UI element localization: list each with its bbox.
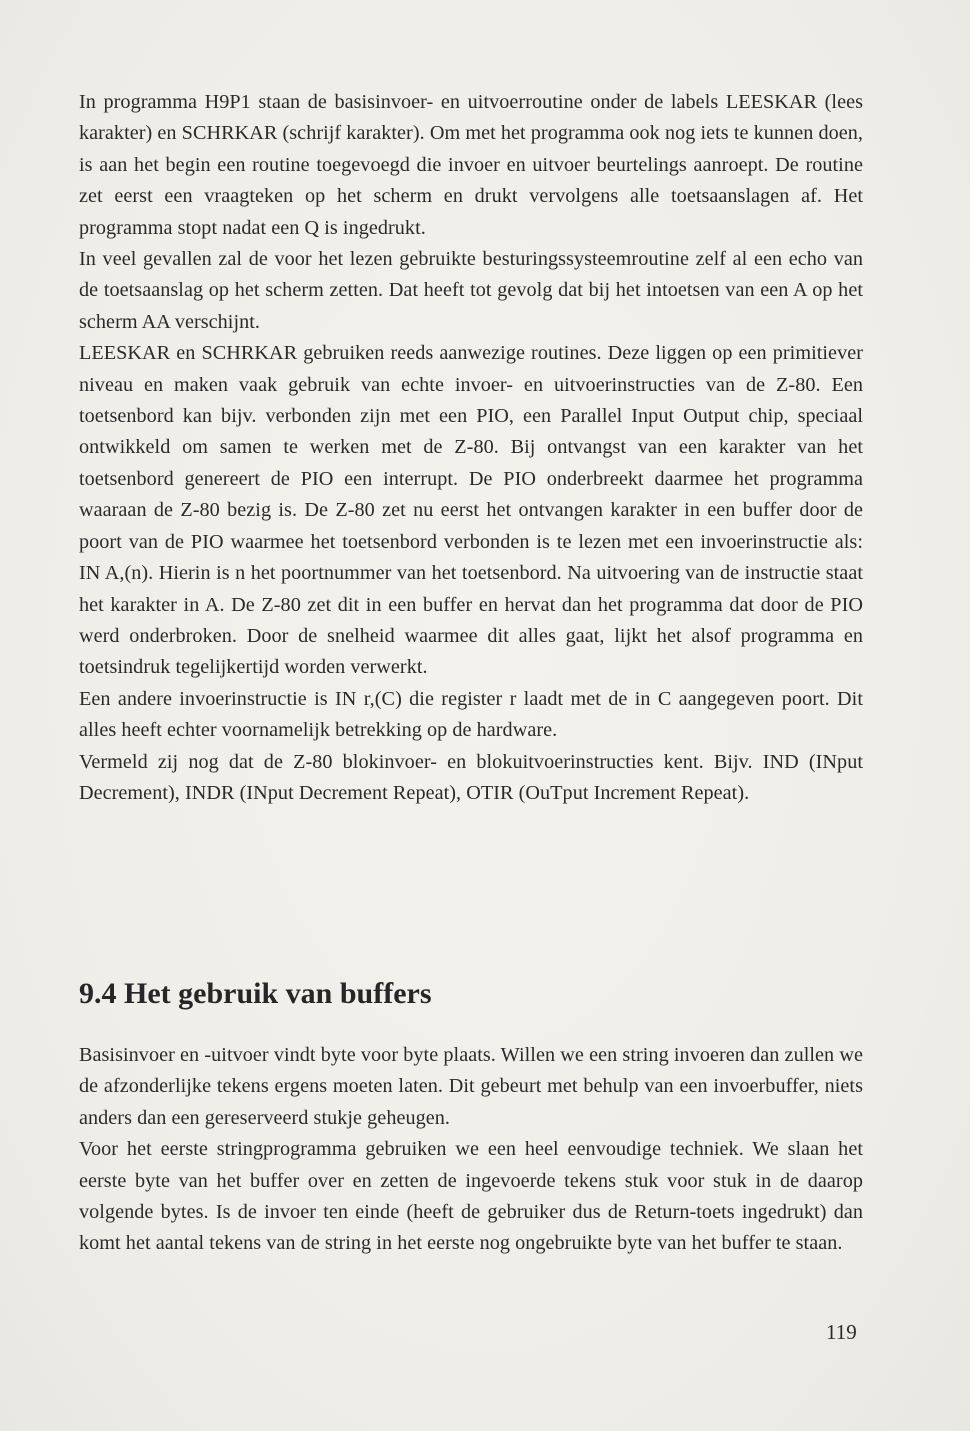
body-text-top bbox=[79, 87, 863, 809]
paragraph-pio: LEESKAR en SCHRKAR gebruiken reeds aanwezige routines. Deze liggen op een primitiever niveau en maken vaak gebruik van echte invoer- en uitvoerinstructies van de Z-80. Een toetsenbord kan bijv. verbonden zijn met een PIO, een Parallel Input Output chip, speciaal ontwikkeld om samen te werken met de Z-80. Bij ontvangst van een karakter van het toetsenbord genereert de PIO een interrupt. De PIO onderbreekt daarmee het programma waaraan de Z-80 bezig is. De Z-80 zet nu eerst het ontvangen karakter in een buffer door de poort van de PIO waarmee het toetsenbord verbonden is te lezen met een invoerinstructie als: IN A,(n). Hierin is n het poortnummer van het toetsenbord. Na uitvoering van de instructie staat het karakter in A. De Z-80 zet dit in een buffer en hervat dan het programma dat door de PIO werd onderbroken. Door de snelheid waarmee dit alles gaat, lijkt het alsof programma en toetsindruk tegelijkertijd worden verwerkt. bbox=[79, 342, 863, 679]
paragraph-h9p1: In programma H9P1 staan de basisinvoer- en uitvoerroutine onder de labels LEESKAR (lees karakter) en SCHRKAR (schrijf karakter). Om met het programma ook nog iets te kunnen doen, is aan het begin een routine toegevoegd die invoer en uitvoer beurtelings aanroept. De routine zet eerst een vraagteken op het scherm en drukt vervolgens alle toetsaanslagen af. Het programma stopt nadat een Q is ingedrukt. bbox=[79, 91, 863, 239]
paragraph-in-register: Een andere invoerinstructie is IN r,(C) die register r laadt met de in C aangegeven poort. Dit alles heeft echter voornamelijk betrekking op de hardware. bbox=[79, 687, 863, 742]
paragraph-buffer-intro: Basisinvoer en -uitvoer vindt byte voor byte plaats. Willen we een string invoeren dan zullen we de afzonderlijke tekens ergens moeten laten. Dit gebeurt met behulp van een invoerbuffer, niets anders dan een gereserveerd stukje geheugen. bbox=[79, 1044, 863, 1129]
paragraph-string-program: Voor het eerste stringprogramma gebruiken we een heel eenvoudige techniek. We slaan het eerste byte van het buffer over en zetten de ingevoerde tekens stuk voor stuk in de daarop volgende bytes. Is de invoer ten einde (heeft de gebruiker dus de Return-toets ingedrukt) dan komt het aantal tekens van de string in het eerste nog ongebruikte byte van het buffer te staan. bbox=[79, 1138, 863, 1255]
paragraph-echo: In veel gevallen zal de voor het lezen gebruikte besturingssysteemroutine zelf al een echo van de toetsaanslag op het scherm zetten. Dat heeft tot gevolg dat bij het intoetsen van een A op het scherm AA verschijnt. bbox=[79, 248, 863, 333]
body-text-bottom bbox=[79, 1040, 863, 1260]
page-number: 119 bbox=[826, 1320, 857, 1344]
section-heading: 9.4 Het gebruik van buffers bbox=[79, 977, 432, 1010]
paragraph-block-instructions: Vermeld zij nog dat de Z-80 blokinvoer- en blokuitvoerinstructies kent. Bijv. IND (INput Decrement), INDR (INput Decrement Repeat), OTIR (OuTput Increment Repeat). bbox=[79, 750, 863, 804]
